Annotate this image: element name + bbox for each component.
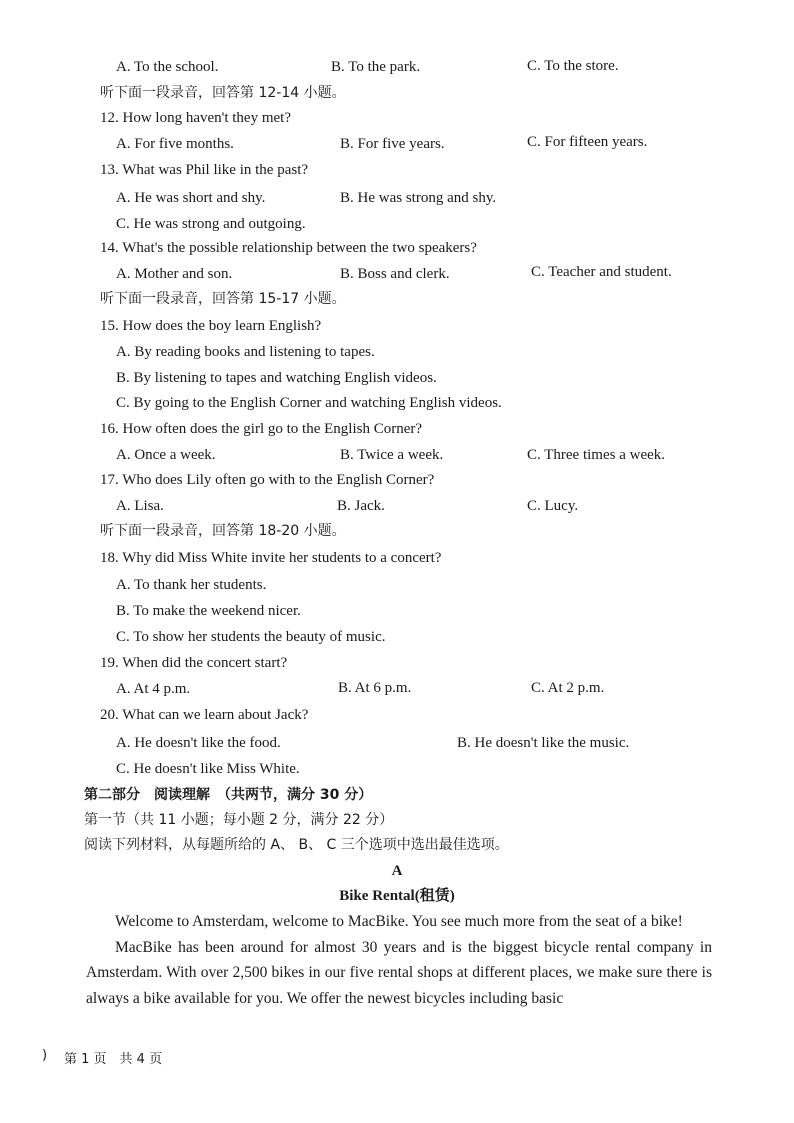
option-13-b: B. He was strong and shy. bbox=[340, 190, 497, 206]
option-11-b: B. To the park. bbox=[331, 59, 421, 75]
passage-title: Bike Rental(租赁) bbox=[339, 888, 455, 904]
option-16-c: C. Three times a week. bbox=[527, 447, 666, 463]
option-20-c: C. He doesn't like Miss White. bbox=[116, 761, 300, 777]
option-11-c: C. To the store. bbox=[527, 58, 619, 74]
option-11-a: A. To the school. bbox=[116, 59, 219, 75]
instruction-18-20: 听下面一段录音，回答第 18-20 小题。 bbox=[100, 523, 346, 539]
passage-letter: A bbox=[391, 863, 403, 879]
section1-heading: 第一节（共 11 小题；每小题 2 分，满分 22 分） bbox=[84, 812, 394, 828]
instruction-15-17: 听下面一段录音，回答第 15-17 小题。 bbox=[100, 291, 346, 307]
question-20: 20. What can we learn about Jack? bbox=[100, 707, 309, 723]
option-13-a: A. He was short and shy. bbox=[116, 190, 266, 206]
question-14: 14. What's the possible relationship between the two speakers? bbox=[100, 240, 477, 256]
question-15: 15. How does the boy learn English? bbox=[100, 318, 322, 334]
option-16-b: B. Twice a week. bbox=[340, 447, 444, 463]
question-12: 12. How long haven't they met? bbox=[100, 110, 291, 126]
option-15-c: C. By going to the English Corner and watching English videos. bbox=[116, 395, 502, 411]
question-16: 16. How often does the girl go to the English Corner? bbox=[100, 421, 423, 437]
option-15-a: A. By reading books and listening to tapes. bbox=[116, 344, 375, 360]
passage-paragraph-2: MacBike has been around for almost 30 years and is the biggest bicycle rental company in Amsterdam. With over 2,500 bikes in our five rental shops at different places, we make sure there is always a bike available for you. We offer the newest bicycles including basic bbox=[86, 938, 712, 1007]
option-12-a: A. For five months. bbox=[116, 136, 234, 152]
question-13: 13. What was Phil like in the past? bbox=[100, 162, 309, 178]
passage-paragraph-1: Welcome to Amsterdam, welcome to MacBike. You see much more from the seat of a bike! bbox=[115, 913, 683, 930]
option-19-c: C. At 2 p.m. bbox=[531, 680, 605, 696]
option-12-b: B. For five years. bbox=[340, 136, 445, 152]
option-17-c: C. Lucy. bbox=[527, 498, 579, 514]
option-20-a: A. He doesn't like the food. bbox=[116, 735, 281, 751]
reading-instruction: 阅读下列材料，从每题所给的 A、 B、 C 三个选项中选出最佳选项。 bbox=[84, 837, 509, 853]
option-18-c: C. To show her students the beauty of music. bbox=[116, 629, 386, 645]
page-number: 第 1 页 共 4 页 bbox=[64, 1052, 163, 1067]
instruction-12-14: 听下面一段录音，回答第 12-14 小题。 bbox=[100, 85, 346, 101]
option-16-a: A. Once a week. bbox=[116, 447, 216, 463]
option-14-b: B. Boss and clerk. bbox=[340, 266, 450, 282]
question-19: 19. When did the concert start? bbox=[100, 655, 288, 671]
question-18: 18. Why did Miss White invite her students to a concert? bbox=[100, 550, 442, 566]
option-14-c: C. Teacher and student. bbox=[531, 264, 672, 280]
option-13-c: C. He was strong and outgoing. bbox=[116, 216, 306, 232]
option-17-b: B. Jack. bbox=[337, 498, 385, 514]
option-19-b: B. At 6 p.m. bbox=[338, 680, 412, 696]
part2-heading: 第二部分 阅读理解 （共两节，满分 30 分） bbox=[84, 787, 373, 803]
passage-body bbox=[86, 909, 712, 1011]
footer-bracket: ) bbox=[42, 1048, 48, 1063]
question-17: 17. Who does Lily often go with to the English Corner? bbox=[100, 472, 435, 488]
option-18-a: A. To thank her students. bbox=[116, 577, 267, 593]
option-15-b: B. By listening to tapes and watching English videos. bbox=[116, 370, 437, 386]
option-12-c: C. For fifteen years. bbox=[527, 134, 648, 150]
option-18-b: B. To make the weekend nicer. bbox=[116, 603, 301, 619]
option-20-b: B. He doesn't like the music. bbox=[457, 735, 630, 751]
option-14-a: A. Mother and son. bbox=[116, 266, 233, 282]
option-17-a: A. Lisa. bbox=[116, 498, 164, 514]
option-19-a: A. At 4 p.m. bbox=[116, 681, 191, 697]
